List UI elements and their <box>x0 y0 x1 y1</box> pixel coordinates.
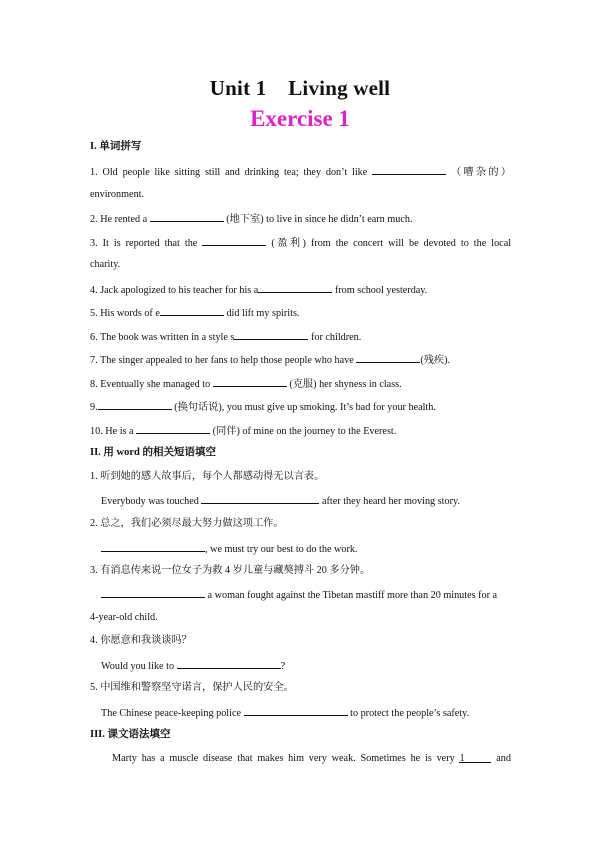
item-text: to protect the people’s safety. <box>350 708 470 719</box>
answer-blank <box>372 164 446 175</box>
item-text: after they heard her moving story. <box>321 496 460 507</box>
phrase-4-english <box>101 658 285 674</box>
item-1-line-2: environment. <box>90 189 145 200</box>
item-text: , we must try our best to do the work. <box>205 544 358 555</box>
answer-blank <box>150 211 224 222</box>
hint-text: （嘈杂的） <box>450 167 512 178</box>
item-text: a woman fought against the Tibetan mastiff more than 20 minutes for a <box>207 590 498 601</box>
answer-blank <box>356 352 420 363</box>
item-text: 6. The book was written in a style s <box>90 332 235 343</box>
item-text: from the concert will be devoted to the local <box>310 238 512 249</box>
phrase-1-english <box>101 493 460 509</box>
section-1-heading: I. 单词拼写 <box>90 141 142 152</box>
hint-text: (残疾). <box>420 355 451 366</box>
item-text: Everybody was touched <box>101 496 199 507</box>
item-3-line-1 <box>90 235 511 251</box>
blank-number: 1 <box>459 753 465 764</box>
item-10 <box>90 423 396 439</box>
phrase-5-english <box>101 705 469 721</box>
passage-text: Marty has a muscle disease that makes him very weak. Sometimes he is very <box>112 753 455 764</box>
item-text: , you must give up smoking. It’s bad for your health. <box>221 402 436 413</box>
item-text: The Chinese peace-keeping police <box>101 708 242 719</box>
item-5 <box>90 305 299 321</box>
answer-blank <box>244 705 348 716</box>
item-text: did lift my spirits. <box>226 308 300 319</box>
item-6 <box>90 329 361 345</box>
item-text: 2. He rented a <box>90 214 148 225</box>
exercise-title: Exercise 1 <box>250 106 350 131</box>
item-text: her shyness in class. <box>319 379 402 390</box>
hint-text: (克服) <box>289 379 317 390</box>
answer-blank <box>213 376 287 387</box>
answer-blank <box>177 658 281 669</box>
section-3-heading: III. 课文语法填空 <box>90 729 171 740</box>
answer-blank <box>160 305 224 316</box>
item-8 <box>90 376 402 392</box>
section-2-heading: II. 用 word 的相关短语填空 <box>90 447 217 458</box>
phrase-3-english-cont: 4-year-old child. <box>90 612 158 623</box>
unit-title: Unit 1 Living well <box>209 76 391 100</box>
item-text: from school yesterday. <box>334 285 428 296</box>
item-9 <box>90 399 436 415</box>
item-4 <box>90 282 427 298</box>
phrase-3-chinese: 3. 有消息传来说一位女子为救 4 岁儿童与藏獒搏斗 20 多分钟。 <box>90 565 371 576</box>
item-text: 3. It is reported that the <box>90 238 198 249</box>
answer-blank <box>101 587 205 598</box>
item-text: 1. Old people like sitting still and drinking tea; they don’t like <box>90 167 368 178</box>
hint-text: (地下室) <box>226 214 264 225</box>
phrase-4-chinese: 4. 你愿意和我谈谈吗？ <box>90 635 192 646</box>
phrase-1-chinese: 1. 听到她的感人故事后，每个人都感动得无以言表。 <box>90 471 325 482</box>
item-text: ? <box>280 661 286 672</box>
item-2 <box>90 211 413 227</box>
answer-blank <box>98 399 172 410</box>
item-text: 8. Eventually she managed to <box>90 379 211 390</box>
item-text: 7. The singer appealed to her fans to help those people who have <box>90 355 354 366</box>
passage-line-1 <box>112 752 511 766</box>
item-1-line-1 <box>90 164 511 180</box>
answer-blank <box>202 235 266 246</box>
answer-blank <box>201 493 319 504</box>
hint-text: (盈利) <box>271 238 306 249</box>
item-text: 9. <box>90 402 98 413</box>
item-text: 5. His words of e <box>90 308 160 319</box>
answer-blank <box>136 423 210 434</box>
answer-blank <box>258 282 332 293</box>
hint-text: (同伴) <box>212 426 240 437</box>
item-text: 10. He is a <box>90 426 134 437</box>
item-text: 4. Jack apologized to his teacher for his a <box>90 285 259 296</box>
passage-text: and <box>496 753 511 764</box>
item-7 <box>90 352 450 368</box>
phrase-2-chinese: 2. 总之，我们必须尽最大努力做这项工作。 <box>90 518 284 529</box>
answer-blank <box>234 329 308 340</box>
item-text: for children. <box>310 332 362 343</box>
item-3-line-2: charity. <box>90 259 121 270</box>
answer-blank <box>101 541 205 552</box>
item-text: to live in since he didn’t earn much. <box>266 214 413 225</box>
hint-text: (换句话说) <box>174 402 222 413</box>
phrase-2-english <box>101 541 358 557</box>
item-text: of mine on the journey to the Everest. <box>242 426 397 437</box>
phrase-5-chinese: 5. 中国维和警察坚守诺言，保护人民的安全。 <box>90 682 294 693</box>
phrase-3-english <box>101 587 497 603</box>
numbered-blank <box>459 752 491 763</box>
item-text: Would you like to <box>101 661 175 672</box>
